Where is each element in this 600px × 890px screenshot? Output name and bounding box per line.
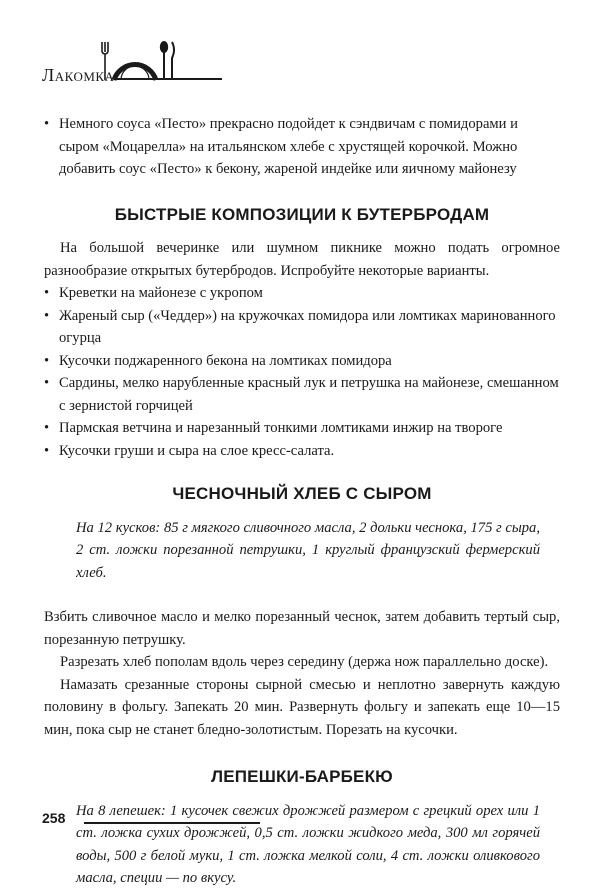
footer-rule — [84, 822, 260, 824]
list-item: • Сардины, мелко нарубленные красный лук и петрушка на майонезе, смешанном с зернистой горчицей — [44, 372, 560, 417]
ingredients-garlic-bread: На 12 кусков: 85 г мягкого сливочного масла, 2 дольки чеснока, 175 г сыра, 2 ст. ложки порезанной петрушки, 1 круглый французский фермерский хлеб. — [76, 519, 540, 581]
running-title: Лакомка — [42, 65, 115, 85]
header-rule — [114, 78, 222, 80]
intro-bullet-list — [44, 113, 560, 181]
ingredients-flatbread: На 8 лепешек: 1 кусочек свежих дрожжей размером с грецкий орех или 1 ст. ложка сухих дрожжей, 0,5 ст. ложки жидкого меда, 300 мл горячей воды, 500 г белой муки, 1 ст. ложка мелкой соли, 4 ст. ложки оливкового масла, специи — по вкусу. — [76, 802, 540, 886]
recipe-step: Взбить сливочное масло и мелко порезанный чеснок, затем добавить тертый сыр, порезанную петрушку. — [44, 609, 560, 648]
list-item: • Немного соуса «Песто» прекрасно подойдет к сэндвичам с помидорами и сыром «Моцарелла» на итальянском хлебе с хрустящей корочкой. Можно добавить соус «Песто» к бекону, жареной индейке или яичному майонезу — [44, 113, 560, 181]
recipe-step: Намазать срезанные стороны сырной смесью и неплотно завернуть каждую половину в фольгу. Запекать 20 мин. Развернуть фольгу и запекать еще 10—15 мин, пока сыр не станет бледно-золотистым. Порезать на кусочки. — [44, 676, 560, 738]
section-heading-sandwiches: БЫСТРЫЕ КОМПОЗИЦИИ К БУТЕРБРОДАМ — [114, 204, 490, 224]
page-footer — [42, 810, 262, 830]
page-number: 258 — [42, 810, 66, 826]
list-item: • Креветки на майонезе с укропом — [44, 282, 560, 305]
section-heading-garlic-bread: ЧЕСНОЧНЫЙ ХЛЕБ С СЫРОМ — [172, 484, 432, 503]
page-header — [42, 38, 222, 88]
page-content — [44, 113, 560, 890]
list-item: • Пармская ветчина и нарезанный тонкими ломтиками инжир на твороге — [44, 417, 560, 440]
list-item: • Жареный сыр («Чеддер») на кружочках помидора или ломтиках маринованного огурца — [44, 305, 560, 350]
list-item: • Кусочки поджаренного бекона на ломтиках помидора — [44, 350, 560, 373]
recipe-step: Разрезать хлеб пополам вдоль через середину (держа нож параллельно доске). — [60, 654, 549, 670]
section-intro: На большой вечеринке или шумном пикнике можно подать огромное разнообразие открытых бутербродов. Испробуйте некоторые варианты. — [44, 240, 560, 279]
list-item: • Кусочки груши и сыра на слое кресс-салата. — [44, 440, 560, 463]
section-heading-flatbread: ЛЕПЕШКИ-БАРБЕКЮ — [211, 767, 393, 786]
sandwich-bullet-list — [44, 282, 560, 462]
